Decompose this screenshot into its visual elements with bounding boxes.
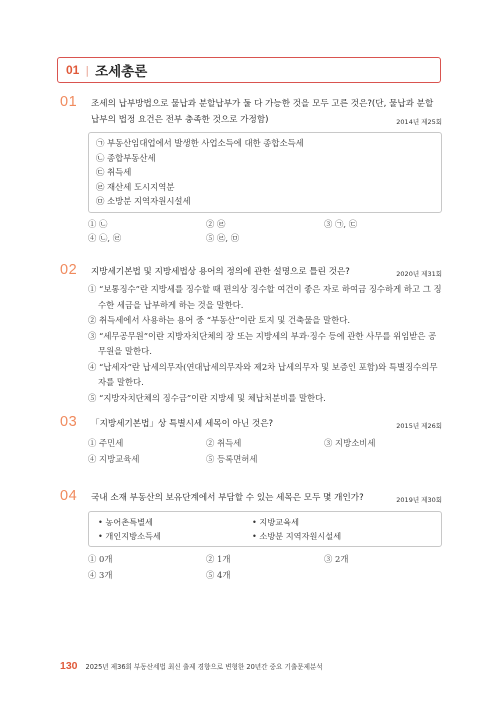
question-number: 03 [60, 414, 78, 430]
question-text [91, 416, 442, 432]
answer-option[interactable]: ③ ㉠, ㉢ [324, 218, 358, 229]
exam-year: 2020년 제31회 [396, 270, 442, 278]
box-item: ㉠ 부동산임대업에서 발생한 사업소득에 대한 종합소득세 [96, 138, 304, 148]
answer-option[interactable]: ② 1개 [206, 554, 231, 564]
box-item: ㉢ 취득세 [96, 167, 132, 177]
box-item: • 지방교육세 [252, 517, 299, 527]
answer-option[interactable]: ④ 지방교육세 [88, 454, 140, 464]
choice-box [88, 132, 442, 213]
box-item: ㉡ 종합부동산세 [96, 152, 156, 163]
question-text-line-2: 납부의 법정 요건은 전부 충족한 것으로 가정함) [91, 115, 269, 125]
exam-year: 2015년 제26회 [396, 422, 442, 430]
answer-option[interactable]: ⑤ 4개 [206, 570, 231, 580]
statement[interactable]: ① “보통징수”란 지방세를 징수할 때 편의상 징수할 여건이 좋은 자로 하여금 징수하게 하고 그 징수한 세금을 납부하게 하는 것을 말한다. [88, 284, 442, 310]
statement[interactable]: ④ “납세자”란 납세의무자(연대납세의무자와 제2차 납세의무자 및 보증인 포함)와 특별징수의무자를 말한다. [88, 361, 438, 387]
answer-option[interactable]: ② ㉣ [206, 218, 226, 229]
question-text-line-1: 국내 소재 부동산의 보유단계에서 부담할 수 있는 세목은 모두 몇 개인가? [91, 493, 364, 503]
box-item: • 농어촌특별세 [98, 517, 153, 527]
box-item: ㉤ 소방분 지역자원시설세 [96, 196, 191, 206]
question-01 [60, 96, 442, 245]
page-number: 130 [60, 660, 78, 672]
question-text [91, 490, 442, 506]
answer-option[interactable]: ④ 3개 [88, 570, 113, 580]
question-03 [60, 416, 442, 467]
answer-options [88, 435, 442, 467]
exam-year: 2019년 제30회 [396, 496, 442, 504]
section-header [57, 57, 441, 83]
question-text-line-1: 지방세기본법 및 지방세법상 용어의 정의에 관한 설명으로 틀린 것은? [91, 267, 350, 277]
question-number: 01 [60, 94, 78, 110]
question-02 [60, 264, 442, 406]
answer-option[interactable]: ① 주민세 [88, 438, 124, 448]
statement-list [88, 282, 442, 406]
footer-text: 2025년 제36회 부동산세법 최신 출제 경향으로 변형한 20년간 중요 기출문제분석 [85, 663, 323, 671]
question-text-line-1: 「지방세기본법」상 특별시세 세목이 아닌 것은? [91, 419, 274, 429]
answer-option[interactable]: ① 0개 [88, 554, 113, 564]
answer-option[interactable]: ② 취득세 [206, 438, 242, 448]
box-item: • 개인지방소득세 [98, 531, 161, 541]
answer-option[interactable]: ⑤ 등록면허세 [206, 454, 258, 464]
question-04 [60, 490, 442, 583]
question-number: 02 [60, 262, 78, 278]
statement[interactable]: ② 취득세에서 사용하는 용어 중 “부동산”이란 토지 및 건축물을 말한다. [88, 315, 350, 325]
section-title: 조세총론 [95, 64, 148, 80]
page-footer [60, 660, 323, 672]
question-text-line-1: 조세의 납부방법으로 물납과 분할납부가 둘 다 가능한 것을 모두 고른 것은?(단, 물납과 분할 [91, 99, 434, 109]
answer-option[interactable]: ① ㉡ [88, 218, 108, 229]
question-number: 04 [60, 488, 78, 504]
question-text [91, 96, 442, 128]
box-item: ㉣ 재산세 도시지역분 [96, 181, 175, 192]
answer-option[interactable]: ⑤ ㉣, ㉤ [206, 232, 240, 243]
exam-year: 2014년 제25회 [396, 118, 442, 126]
answer-option[interactable]: ③ 2개 [324, 554, 349, 564]
answer-option[interactable]: ④ ㉡, ㉣ [88, 232, 122, 243]
box-item: • 소방분 지역자원시설세 [252, 531, 342, 541]
answer-option[interactable]: ③ 지방소비세 [324, 438, 376, 448]
question-text [91, 264, 442, 280]
statement[interactable]: ⑤ “지방자치단체의 징수금”이란 지방세 및 체납처분비를 말한다. [88, 392, 326, 403]
section-divider: | [85, 63, 90, 77]
choice-box [88, 511, 442, 547]
answer-options [88, 551, 442, 583]
section-number: 01 [66, 63, 80, 77]
answer-options [88, 217, 442, 245]
statement[interactable]: ③ “세무공무원”이란 지방자치단체의 장 또는 지방세의 부과·징수 등에 관한 사무를 위임받은 공무원을 말한다. [88, 330, 437, 356]
